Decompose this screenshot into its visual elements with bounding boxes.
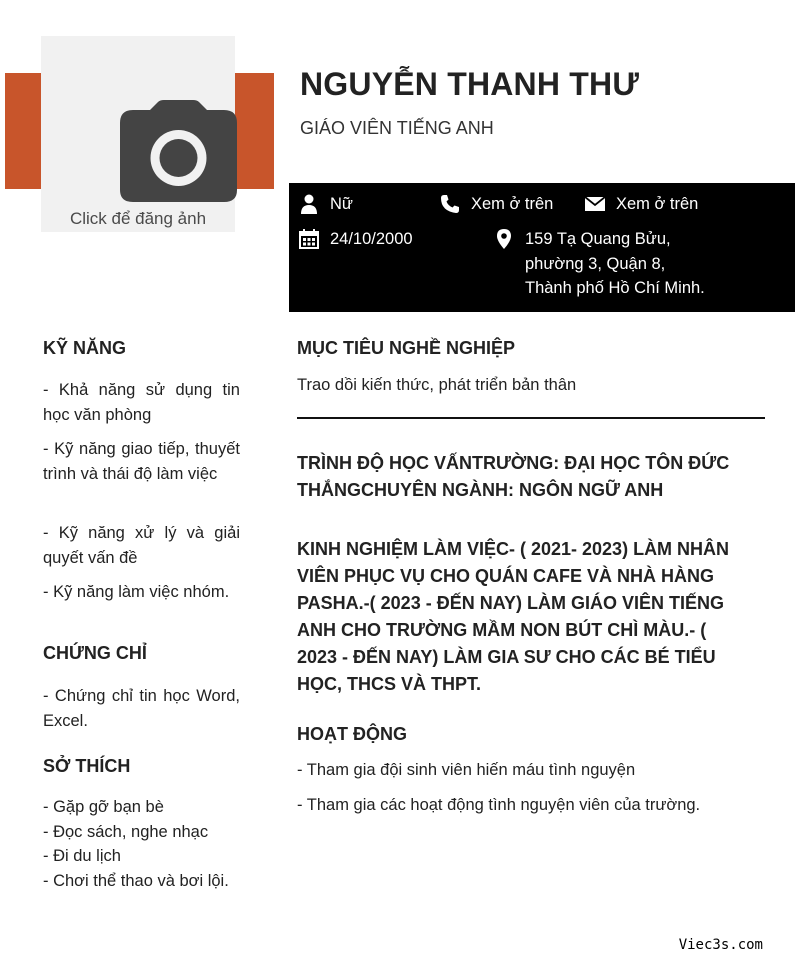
contact-phone	[440, 194, 553, 217]
activity-item: - Tham gia đội sinh viên hiến máu tình nguyện	[297, 761, 636, 779]
candidate-name: NGUYỄN THANH THƯ	[300, 66, 640, 102]
email-value: Xem ở trên	[616, 195, 699, 213]
phone-value: Xem ở trên	[471, 195, 554, 213]
hobbies-list	[43, 795, 243, 893]
hobby-item: - Đọc sách, nghe nhạc	[43, 822, 209, 841]
footer-brand: Viec3s.com	[678, 937, 763, 953]
hobbies-heading: SỞ THÍCH	[43, 756, 131, 776]
section-divider	[297, 417, 765, 419]
job-title: GIÁO VIÊN TIẾNG ANH	[300, 118, 494, 138]
contact-gender	[299, 194, 353, 217]
certificates-heading: CHỨNG CHỈ	[43, 643, 147, 663]
location-pin-icon	[494, 229, 514, 249]
phone-icon	[440, 194, 460, 214]
skill-item: - Kỹ năng làm việc nhóm.	[43, 583, 230, 601]
skill-item: - Khả năng sử dụng tin học văn phòng	[43, 381, 240, 424]
contact-info-panel	[289, 183, 795, 312]
certificate-item: - Chứng chỉ tin học Word, Excel.	[43, 687, 240, 730]
hobby-item: - Chơi thể thao và bơi lội.	[43, 871, 229, 890]
objective-text: Trao dồi kiến thức, phát triển bản thân	[297, 376, 577, 394]
gender-value: Nữ	[330, 195, 353, 213]
photo-upload-label: Click để đăng ảnh	[69, 209, 207, 228]
contact-dob	[299, 229, 413, 252]
contact-address	[494, 229, 714, 301]
address-value: 159 Tạ Quang Bửu, phường 3, Quận 8, Thành phố Hồ Chí Minh.	[525, 230, 705, 297]
hobby-item: - Đi du lịch	[43, 847, 121, 865]
photo-upload[interactable]	[41, 36, 235, 232]
hobby-item: - Gặp gỡ bạn bè	[43, 798, 164, 816]
accent-bar-right	[235, 73, 274, 189]
skill-item: - Kỹ năng xử lý và giải quyết vấn đề	[43, 524, 240, 567]
skills-heading: KỸ NĂNG	[43, 338, 127, 358]
education-section: TRÌNH ĐỘ HỌC VẤNTRƯỜNG: ĐẠI HỌC TÔN ĐỨC THẮNGCHUYÊN NGÀNH: NGÔN NGỮ ANH	[297, 453, 730, 500]
camera-icon	[120, 100, 237, 202]
objective-heading: MỤC TIÊU NGHỀ NGHIỆP	[297, 338, 516, 358]
activities-heading: HOẠT ĐỘNG	[297, 724, 407, 744]
activity-item: - Tham gia các hoạt động tình nguyện viên của trường.	[297, 796, 701, 814]
skill-item: - Kỹ năng giao tiếp, thuyết trình và thái độ làm việc	[43, 440, 240, 483]
calendar-icon	[299, 229, 319, 249]
person-icon	[299, 194, 319, 214]
accent-bar-left	[5, 73, 41, 189]
mail-icon	[585, 194, 605, 214]
experience-section: KINH NGHIỆM LÀM VIỆC- ( 2021- 2023) LÀM NHÂN VIÊN PHỤC VỤ CHO QUÁN CAFE VÀ NHÀ HÀNG PASHA.-( 2023 - ĐẾN NAY) LÀM GIÁO VIÊN TIẾNG ANH CHO TRƯỜNG MẦM NON BÚT CHÌ MÀU.- ( 2023 - ĐẾN NAY) LÀM GIA SƯ CHO CÁC BÉ TIỂU HỌC, THCS VÀ THPT.	[297, 539, 730, 694]
dob-value: 24/10/2000	[330, 230, 413, 248]
contact-email	[585, 194, 698, 217]
